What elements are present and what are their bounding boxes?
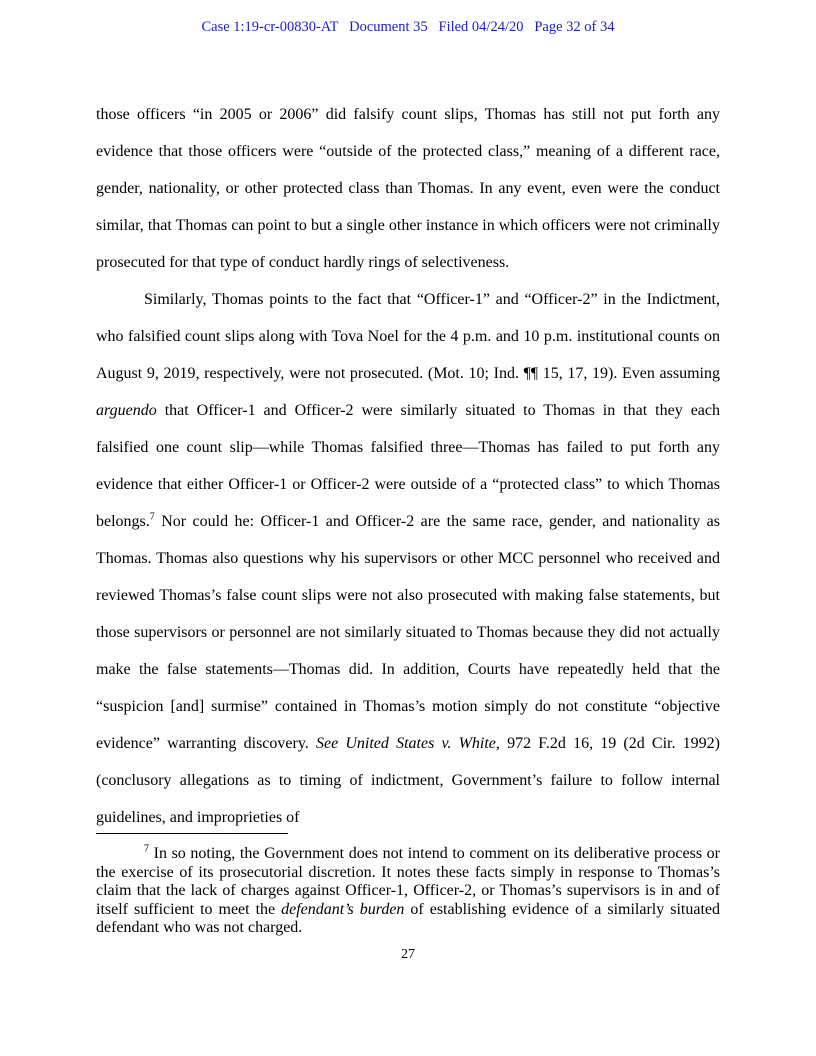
page-number: 27 xyxy=(401,947,415,962)
case-header: Case 1:19-cr-00830-AT Document 35 Filed 04/24/20 Page 32 of 34 xyxy=(201,19,615,35)
footnote-separator xyxy=(96,833,288,834)
body-paragraph-1: those officers “in 2005 or 2006” did falsify count slips, Thomas has still not put forth any evidence that those officers were “outside of the protected class,” meaning of a different race, gender, nationality, or other protected class than Thomas. In any event, even were the conduct similar, that Thomas can point to but a single other instance in which officers were not criminally prosecuted for that type of conduct hardly rings of selectiveness. xyxy=(96,106,720,271)
document-body xyxy=(96,96,720,836)
body-paragraph-2: Similarly, Thomas points to the fact that “Officer-1” and “Officer-2” in the Indictment, who falsified count slips along with Tova Noel for the 4 p.m. and 10 p.m. institutional counts on August 9, 2019, respectively, were not prosecuted. (Mot. 10; Ind. ¶¶ 15, 17, 19). Even assuming arguendo that Officer-1 and Officer-2 were similarly situated to Thomas in that they each falsified one count slip—while Thomas falsified three—Thomas has failed to put forth any evidence that either Officer-1 or Officer-2 were outside of a “protected class” to which Thomas belongs.$^7$ Nor could he: Officer-1 and Officer-2 are the same race, gender, and nationality as Thomas. Thomas also questions why his supervisors or other MCC personnel who received and reviewed Thomas’s false count slips were not also prosecuted with making false statements, but those supervisors or personnel are not similarly situated to Thomas because they did not actually make the false statements—Thomas did. In addition, Courts have repeatedly held that the “suspicion [and] surmise” contained in Thomas’s motion simply do not constitute “objective evidence” warranting discovery. See United States v. White, 972 F.2d 16, 19 (2d Cir. 1992) (conclusory allegations as to timing of indictment, Government’s failure to follow internal guidelines, and improprieties of xyxy=(96,291,721,826)
footnote-text: $^7$ In so noting, the Government does not intend to comment on its deliberative process or the exercise of its prosecutorial discretion. It notes these facts simply in response to Thomas’s claim that the lack of charges against Officer-1, Officer-2, or Thomas’s supervisors is in and of itself sufficient to meet the defendant’s burden of establishing evidence of a similarly situated defendant who was not charged. xyxy=(96,843,720,937)
footnote-block xyxy=(96,833,720,938)
